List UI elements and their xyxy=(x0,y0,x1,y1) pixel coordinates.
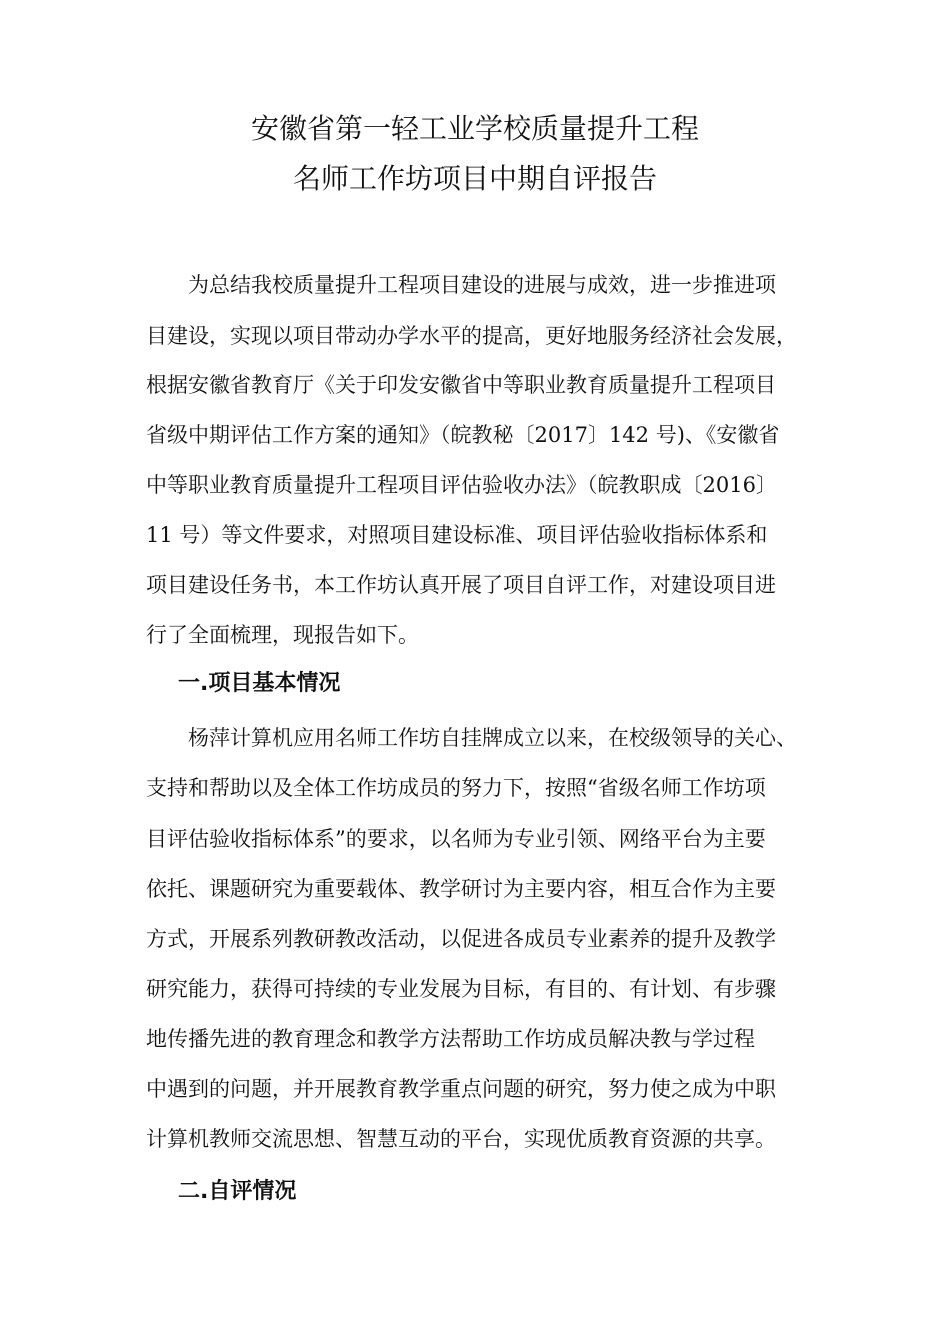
section1-paragraph-line: 杨萍计算机应用名师工作坊自挂牌成立以来，在校级领导的关心、 xyxy=(188,726,797,750)
section1-paragraph-line: 计算机教师交流思想、智慧互动的平台，实现优质教育资源的共享。 xyxy=(146,1127,776,1151)
section1-paragraph-line: 地传播先进的教育理念和教学方法帮助工作坊成员解决教与学过程 xyxy=(146,1027,755,1051)
section1-paragraph-line: 依托、课题研究为重要载体、教学研讨为主要内容，相互合作为主要 xyxy=(146,877,776,901)
intro-paragraph-line: 项目建设任务书，本工作坊认真开展了项目自评工作，对建设项目进 xyxy=(146,573,776,597)
section1-paragraph-line: 中遇到的问题，并开展教育教学重点问题的研究，努力使之成为中职 xyxy=(146,1077,776,1101)
section1-paragraph-line: 方式，开展系列教研教改活动，以促进各成员专业素养的提升及教学 xyxy=(146,927,776,951)
intro-paragraph-line: 为总结我校质量提升工程项目建设的进展与成效，进一步推进项 xyxy=(188,273,776,297)
intro-paragraph-line: 省级中期评估工作方案的通知》（皖教秘〔2017〕142 号)、《安徽省 xyxy=(146,423,780,447)
intro-paragraph-line: 根据安徽省教育厅《关于印发安徽省中等职业教育质量提升工程项目 xyxy=(146,373,776,397)
section1-paragraph-line: 研究能力，获得可持续的专业发展为目标，有目的、有计划、有步骤 xyxy=(146,977,776,1001)
document-title-line-2: 名师工作坊项目中期自评报告 xyxy=(292,162,657,195)
section1-paragraph-line: 目评估验收指标体系”的要求，以名师为专业引领、网络平台为主要 xyxy=(146,827,766,851)
section1-paragraph-line: 支持和帮助以及全体工作坊成员的努力下，按照“省级名师工作坊项 xyxy=(146,776,766,800)
intro-paragraph-line: 11 号）等文件要求，对照项目建设标准、项目评估验收指标体系和 xyxy=(146,523,768,547)
intro-paragraph-line: 目建设，实现以项目带动办学水平的提高，更好地服务经济社会发展， xyxy=(146,324,797,348)
intro-paragraph-line: 中等职业教育质量提升工程项目评估验收办法》（皖教职成〔2016〕 xyxy=(146,473,777,497)
intro-paragraph-line: 行了全面梳理，现报告如下。 xyxy=(146,623,419,647)
document-title-line-1: 安徽省第一轻工业学校质量提升工程 xyxy=(250,112,699,145)
section-heading-basic-info: 一.项目基本情况 xyxy=(178,671,341,696)
section-heading-self-evaluation: 二.自评情况 xyxy=(178,1179,297,1204)
